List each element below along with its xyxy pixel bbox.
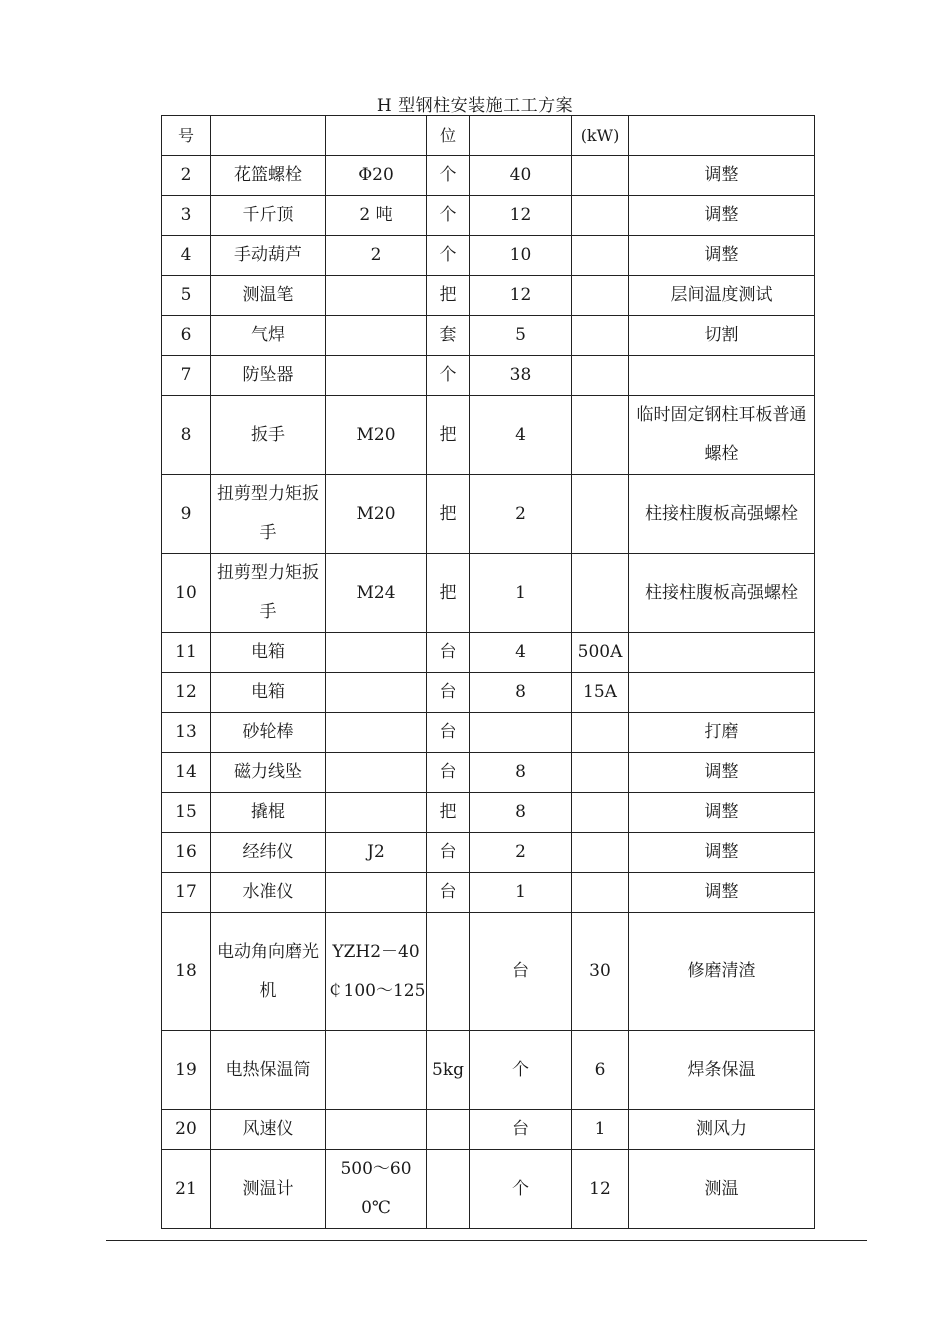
table-cell: 30 bbox=[572, 913, 629, 1031]
table-cell: 花篮螺栓 bbox=[211, 156, 326, 196]
equipment-table-body bbox=[162, 116, 815, 1229]
table-cell: 12 bbox=[470, 196, 572, 236]
table-cell: 调整 bbox=[629, 753, 815, 793]
table-row bbox=[162, 1150, 815, 1229]
table-cell bbox=[427, 913, 470, 1031]
table-cell: 套 bbox=[427, 316, 470, 356]
table-cell: 8 bbox=[162, 396, 211, 475]
table-cell: 打磨 bbox=[629, 713, 815, 753]
table-cell: 2 bbox=[162, 156, 211, 196]
table-cell bbox=[572, 475, 629, 554]
table-cell: 17 bbox=[162, 873, 211, 913]
table-cell: 1 bbox=[470, 554, 572, 633]
table-cell bbox=[326, 276, 427, 316]
table-cell: 7 bbox=[162, 356, 211, 396]
table-row bbox=[162, 793, 815, 833]
table-row bbox=[162, 1110, 815, 1150]
table-row bbox=[162, 356, 815, 396]
table-cell: 个 bbox=[427, 156, 470, 196]
table-cell: 2 bbox=[470, 475, 572, 554]
table-cell: 调整 bbox=[629, 793, 815, 833]
table-cell: 砂轮棒 bbox=[211, 713, 326, 753]
table-cell: 电箱 bbox=[211, 633, 326, 673]
table-cell: 16 bbox=[162, 833, 211, 873]
table-cell bbox=[427, 1110, 470, 1150]
table-cell: 把 bbox=[427, 793, 470, 833]
table-cell: 修磨清渣 bbox=[629, 913, 815, 1031]
table-cell: 5kg bbox=[427, 1031, 470, 1110]
table-cell bbox=[572, 873, 629, 913]
table-cell: 调整 bbox=[629, 873, 815, 913]
table-cell bbox=[326, 1031, 427, 1110]
header-cell bbox=[326, 116, 427, 156]
table-cell: 15 bbox=[162, 793, 211, 833]
table-row bbox=[162, 913, 815, 1031]
table-cell bbox=[572, 156, 629, 196]
table-cell bbox=[572, 276, 629, 316]
table-cell: 2 bbox=[470, 833, 572, 873]
header-cell: 号 bbox=[162, 116, 211, 156]
table-cell bbox=[572, 236, 629, 276]
table-cell bbox=[572, 554, 629, 633]
table-cell: 5 bbox=[162, 276, 211, 316]
table-cell: 个 bbox=[470, 1031, 572, 1110]
table-cell: 2 bbox=[326, 236, 427, 276]
table-cell: 台 bbox=[427, 713, 470, 753]
table-cell bbox=[629, 673, 815, 713]
table-cell: 把 bbox=[427, 475, 470, 554]
table-cell: 个 bbox=[427, 236, 470, 276]
table-cell: 把 bbox=[427, 396, 470, 475]
table-row bbox=[162, 196, 815, 236]
table-cell: 撬棍 bbox=[211, 793, 326, 833]
table-cell: 38 bbox=[470, 356, 572, 396]
table-cell: 个 bbox=[470, 1150, 572, 1229]
table-cell: 10 bbox=[470, 236, 572, 276]
table-cell bbox=[572, 196, 629, 236]
table-cell: 4 bbox=[470, 633, 572, 673]
table-cell: 调整 bbox=[629, 196, 815, 236]
table-cell: 4 bbox=[162, 236, 211, 276]
table-cell: 个 bbox=[427, 356, 470, 396]
table-cell: 12 bbox=[572, 1150, 629, 1229]
table-cell bbox=[572, 753, 629, 793]
table-row bbox=[162, 276, 815, 316]
table-cell bbox=[326, 633, 427, 673]
table-cell: 8 bbox=[470, 793, 572, 833]
table-cell bbox=[470, 713, 572, 753]
table-row bbox=[162, 753, 815, 793]
table-cell: J2 bbox=[326, 833, 427, 873]
table-cell: 19 bbox=[162, 1031, 211, 1110]
table-cell: M20 bbox=[326, 396, 427, 475]
table-cell: 测风力 bbox=[629, 1110, 815, 1150]
header-cell bbox=[470, 116, 572, 156]
table-cell: 5 bbox=[470, 316, 572, 356]
table-cell: 电动角向磨光机 bbox=[211, 913, 326, 1031]
table-cell: 焊条保温 bbox=[629, 1031, 815, 1110]
table-cell: 台 bbox=[427, 753, 470, 793]
table-cell: 层间温度测试 bbox=[629, 276, 815, 316]
table-cell bbox=[326, 713, 427, 753]
table-cell: 扳手 bbox=[211, 396, 326, 475]
table-cell: 40 bbox=[470, 156, 572, 196]
table-cell: 10 bbox=[162, 554, 211, 633]
table-cell: 12 bbox=[162, 673, 211, 713]
table-row bbox=[162, 396, 815, 475]
table-cell: 11 bbox=[162, 633, 211, 673]
table-cell bbox=[572, 713, 629, 753]
table-cell bbox=[326, 753, 427, 793]
table-cell: 1 bbox=[470, 873, 572, 913]
table-cell bbox=[326, 873, 427, 913]
table-cell: 风速仪 bbox=[211, 1110, 326, 1150]
table-cell: 6 bbox=[162, 316, 211, 356]
table-row bbox=[162, 833, 815, 873]
table-cell bbox=[572, 396, 629, 475]
table-cell: 9 bbox=[162, 475, 211, 554]
table-cell bbox=[427, 1150, 470, 1229]
table-row bbox=[162, 673, 815, 713]
table-cell: 防坠器 bbox=[211, 356, 326, 396]
table-row bbox=[162, 236, 815, 276]
table-cell: 切割 bbox=[629, 316, 815, 356]
table-cell: 20 bbox=[162, 1110, 211, 1150]
table-cell: 2 吨 bbox=[326, 196, 427, 236]
table-cell: 3 bbox=[162, 196, 211, 236]
footer-divider bbox=[106, 1240, 867, 1241]
header-cell bbox=[629, 116, 815, 156]
table-cell: 调整 bbox=[629, 236, 815, 276]
table-cell: 扭剪型力矩扳手 bbox=[211, 475, 326, 554]
table-cell: 调整 bbox=[629, 156, 815, 196]
table-cell: 调整 bbox=[629, 833, 815, 873]
table-cell: 14 bbox=[162, 753, 211, 793]
equipment-table bbox=[161, 115, 815, 1229]
table-cell: 测温笔 bbox=[211, 276, 326, 316]
table-cell: 21 bbox=[162, 1150, 211, 1229]
table-row bbox=[162, 1031, 815, 1110]
table-cell bbox=[326, 356, 427, 396]
table-cell bbox=[629, 633, 815, 673]
table-cell: 台 bbox=[427, 833, 470, 873]
table-row bbox=[162, 316, 815, 356]
table-cell: 18 bbox=[162, 913, 211, 1031]
table-cell bbox=[326, 1110, 427, 1150]
table-cell: 台 bbox=[470, 1110, 572, 1150]
table-header-row bbox=[162, 116, 815, 156]
table-cell: 电热保温筒 bbox=[211, 1031, 326, 1110]
table-row bbox=[162, 554, 815, 633]
table-cell bbox=[572, 833, 629, 873]
table-cell: 15A bbox=[572, 673, 629, 713]
table-cell: 水准仪 bbox=[211, 873, 326, 913]
table-cell: M24 bbox=[326, 554, 427, 633]
table-cell: 千斤顶 bbox=[211, 196, 326, 236]
table-cell: 台 bbox=[470, 913, 572, 1031]
table-row bbox=[162, 475, 815, 554]
table-cell bbox=[326, 316, 427, 356]
table-row bbox=[162, 156, 815, 196]
table-cell: 手动葫芦 bbox=[211, 236, 326, 276]
table-cell: 个 bbox=[427, 196, 470, 236]
table-cell: 经纬仪 bbox=[211, 833, 326, 873]
header-cell: (kW) bbox=[572, 116, 629, 156]
table-cell: 把 bbox=[427, 276, 470, 316]
table-row bbox=[162, 633, 815, 673]
table-cell bbox=[629, 356, 815, 396]
table-cell: 柱接柱腹板高强螺栓 bbox=[629, 554, 815, 633]
table-row bbox=[162, 713, 815, 753]
table-cell: YZH2－40 ￠100～125 bbox=[326, 913, 427, 1031]
table-cell: 台 bbox=[427, 673, 470, 713]
table-cell: 测温 bbox=[629, 1150, 815, 1229]
table-cell bbox=[572, 316, 629, 356]
table-cell: 500A bbox=[572, 633, 629, 673]
table-cell: 8 bbox=[470, 673, 572, 713]
table-cell: 6 bbox=[572, 1031, 629, 1110]
table-cell: 1 bbox=[572, 1110, 629, 1150]
page-title: H 型钢柱安装施工工方案 bbox=[376, 96, 574, 116]
table-cell: 柱接柱腹板高强螺栓 bbox=[629, 475, 815, 554]
table-cell: 8 bbox=[470, 753, 572, 793]
table-cell bbox=[326, 793, 427, 833]
table-cell: 临时固定钢柱耳板普通螺栓 bbox=[629, 396, 815, 475]
table-cell bbox=[326, 673, 427, 713]
table-cell: M20 bbox=[326, 475, 427, 554]
header-cell: 位 bbox=[427, 116, 470, 156]
table-cell: 13 bbox=[162, 713, 211, 753]
table-cell: 12 bbox=[470, 276, 572, 316]
table-cell: 气焊 bbox=[211, 316, 326, 356]
table-cell bbox=[572, 793, 629, 833]
table-cell: 台 bbox=[427, 873, 470, 913]
header-cell bbox=[211, 116, 326, 156]
table-cell: 4 bbox=[470, 396, 572, 475]
table-cell: 测温计 bbox=[211, 1150, 326, 1229]
table-cell: 台 bbox=[427, 633, 470, 673]
table-cell: 电箱 bbox=[211, 673, 326, 713]
table-cell: 扭剪型力矩扳手 bbox=[211, 554, 326, 633]
table-cell: Φ20 bbox=[326, 156, 427, 196]
table-cell: 500～600℃ bbox=[326, 1150, 427, 1229]
table-cell: 把 bbox=[427, 554, 470, 633]
table-cell: 磁力线坠 bbox=[211, 753, 326, 793]
table-row bbox=[162, 873, 815, 913]
table-cell bbox=[572, 356, 629, 396]
